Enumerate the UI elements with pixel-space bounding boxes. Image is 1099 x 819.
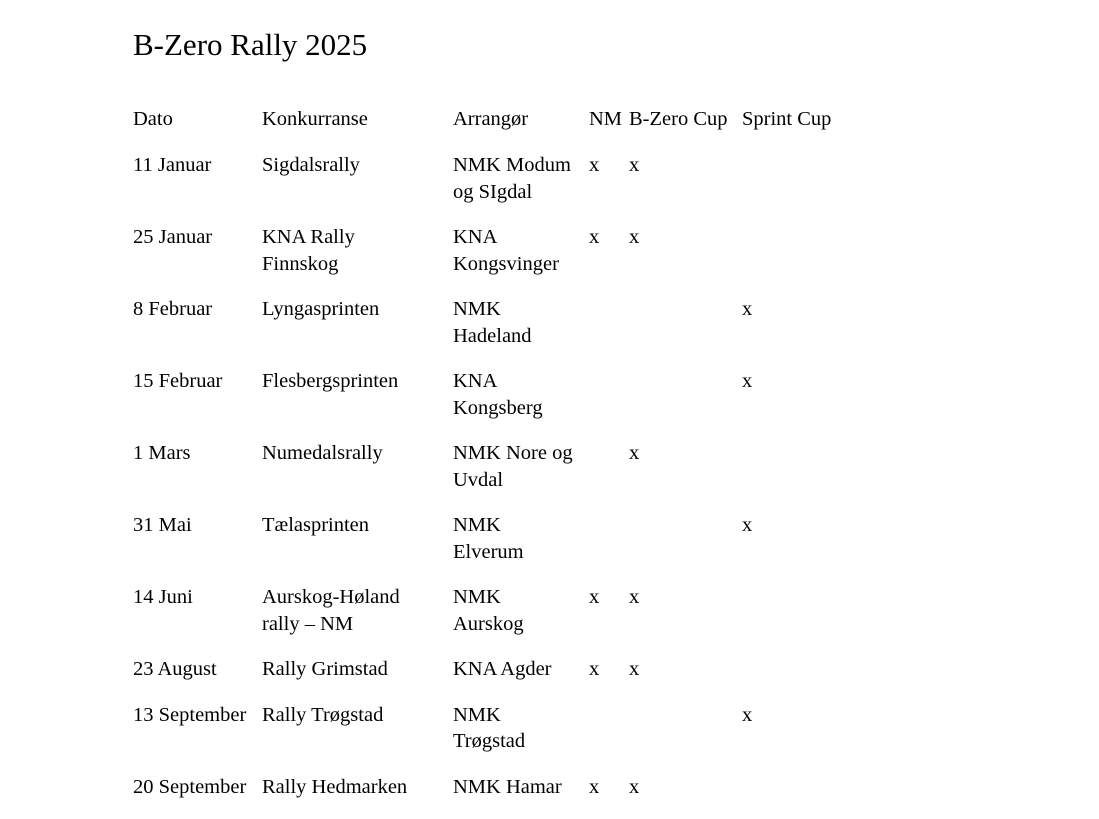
cell-bzero-cup: x: [629, 584, 742, 656]
cell-bzero-cup: [629, 296, 742, 368]
cell-organizer: [453, 584, 589, 656]
cell-organizer: [453, 774, 589, 819]
table-row: [133, 440, 852, 512]
table-row: [133, 512, 852, 584]
cell-organizer: [453, 512, 589, 584]
cell-sprint-cup: [742, 584, 852, 656]
cell-sprint-cup: x: [742, 512, 852, 584]
cell-bzero-cup: [629, 512, 742, 584]
cell-sprint-cup: [742, 152, 852, 224]
cell-competition-line: Tælasprinten: [262, 512, 453, 539]
cell-competition: [262, 440, 453, 512]
cell-competition: [262, 702, 453, 774]
cell-nm: [589, 368, 629, 440]
cell-organizer-line: Kongsvinger: [453, 251, 589, 278]
table-row: [133, 296, 852, 368]
cell-competition-line: KNA Rally: [262, 224, 453, 251]
cell-organizer-line: Trøgstad: [453, 728, 589, 755]
cell-sprint-cup: x: [742, 368, 852, 440]
cell-sprint-cup: [742, 224, 852, 296]
header-sprint-cup: Sprint Cup: [742, 105, 852, 152]
cell-organizer-line: NMK Nore og: [453, 440, 589, 467]
cell-organizer: [453, 152, 589, 224]
cell-competition: [262, 224, 453, 296]
cell-organizer: [453, 224, 589, 296]
cell-sprint-cup: [742, 774, 852, 819]
cell-bzero-cup: x: [629, 440, 742, 512]
cell-nm: [589, 296, 629, 368]
cell-organizer-line: NMK: [453, 512, 589, 539]
table-row: [133, 702, 852, 774]
cell-date: 23 August: [133, 656, 262, 702]
cell-organizer: [453, 656, 589, 702]
cell-organizer-line: og SIgdal: [453, 179, 589, 206]
cell-organizer-line: Hadeland: [453, 323, 589, 350]
table-row: [133, 368, 852, 440]
header-competition: Konkurranse: [262, 105, 453, 152]
header-row: [133, 105, 852, 152]
cell-nm: [589, 512, 629, 584]
cell-date: 11 Januar: [133, 152, 262, 224]
cell-competition-line: Sigdalsrally: [262, 152, 453, 179]
cell-competition-line: Numedalsrally: [262, 440, 453, 467]
table-row: [133, 774, 852, 819]
header-organizer: Arrangør: [453, 105, 589, 152]
cell-organizer-line: KNA: [453, 368, 589, 395]
cell-sprint-cup: x: [742, 702, 852, 774]
cell-bzero-cup: x: [629, 774, 742, 819]
cell-competition: [262, 152, 453, 224]
cell-bzero-cup: [629, 368, 742, 440]
cell-competition: [262, 512, 453, 584]
cell-nm: x: [589, 224, 629, 296]
cell-organizer-line: NMK: [453, 702, 589, 729]
cell-date: 13 September: [133, 702, 262, 774]
cell-bzero-cup: x: [629, 152, 742, 224]
page-title: B-Zero Rally 2025: [133, 27, 367, 63]
cell-competition: [262, 368, 453, 440]
cell-organizer-line: Elverum: [453, 539, 589, 566]
cell-organizer-line: NMK Hamar: [453, 774, 589, 801]
cell-nm: x: [589, 584, 629, 656]
cell-date: 25 Januar: [133, 224, 262, 296]
cell-competition-line: Aurskog-Høland: [262, 584, 453, 611]
cell-competition-line: Finnskog: [262, 251, 453, 278]
cell-competition-line: rally – NM: [262, 611, 453, 638]
cell-date: 20 September: [133, 774, 262, 819]
cell-organizer-line: NMK Modum: [453, 152, 589, 179]
cell-bzero-cup: x: [629, 656, 742, 702]
cell-organizer: [453, 440, 589, 512]
cell-organizer-line: NMK: [453, 584, 589, 611]
rally-schedule-table: [133, 105, 852, 819]
cell-sprint-cup: [742, 656, 852, 702]
cell-nm: x: [589, 774, 629, 819]
cell-date: 31 Mai: [133, 512, 262, 584]
cell-competition: [262, 584, 453, 656]
header-nm: NM: [589, 105, 629, 152]
cell-competition-line: Lyngasprinten: [262, 296, 453, 323]
cell-date: 1 Mars: [133, 440, 262, 512]
cell-date: 8 Februar: [133, 296, 262, 368]
cell-date: 15 Februar: [133, 368, 262, 440]
cell-organizer: [453, 296, 589, 368]
cell-nm: [589, 702, 629, 774]
cell-competition: [262, 774, 453, 819]
cell-competition: [262, 656, 453, 702]
cell-nm: x: [589, 656, 629, 702]
cell-organizer-line: Kongsberg: [453, 395, 589, 422]
header-date: Dato: [133, 105, 262, 152]
cell-competition-line: Rally Grimstad: [262, 656, 453, 683]
cell-nm: x: [589, 152, 629, 224]
cell-competition-line: Flesbergsprinten: [262, 368, 453, 395]
cell-organizer: [453, 368, 589, 440]
cell-sprint-cup: x: [742, 296, 852, 368]
cell-date: 14 Juni: [133, 584, 262, 656]
table-row: [133, 656, 852, 702]
header-bzero-cup: B-Zero Cup: [629, 105, 742, 152]
table-row: [133, 152, 852, 224]
table-body: [133, 152, 852, 819]
cell-competition-line: Rally Trøgstad: [262, 702, 453, 729]
cell-organizer-line: Uvdal: [453, 467, 589, 494]
table-row: [133, 584, 852, 656]
cell-nm: [589, 440, 629, 512]
cell-competition-line: Rally Hedmarken: [262, 774, 453, 801]
cell-competition: [262, 296, 453, 368]
cell-bzero-cup: [629, 702, 742, 774]
cell-organizer: [453, 702, 589, 774]
cell-organizer-line: Aurskog: [453, 611, 589, 638]
cell-organizer-line: NMK: [453, 296, 589, 323]
cell-sprint-cup: [742, 440, 852, 512]
cell-organizer-line: KNA: [453, 224, 589, 251]
cell-bzero-cup: x: [629, 224, 742, 296]
table-header: [133, 105, 852, 152]
cell-organizer-line: KNA Agder: [453, 656, 589, 683]
table-row: [133, 224, 852, 296]
